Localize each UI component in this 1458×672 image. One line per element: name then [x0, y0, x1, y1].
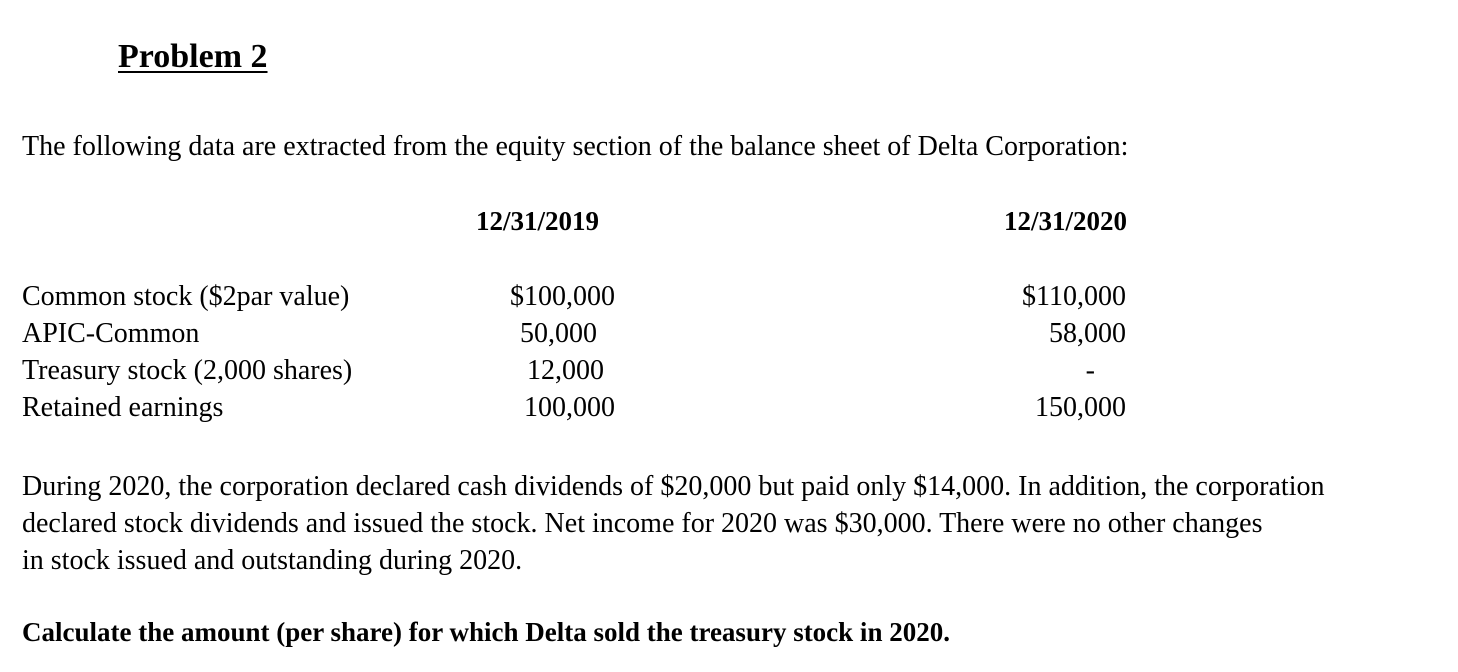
cell-treasury-stock-2020: - [1085, 355, 1095, 386]
cell-common-stock-2019: $100,000 [510, 281, 615, 312]
row-label-treasury-stock: Treasury stock (2,000 shares) [22, 355, 353, 386]
row-label-retained-earnings: Retained earnings [22, 392, 224, 423]
cell-apic-common-2020: 58,000 [1049, 318, 1126, 349]
cell-retained-earnings-2019: 100,000 [524, 392, 615, 423]
intro-text: The following data are extracted from the equity section of the balance sheet of Delta Corporation: [22, 131, 1129, 162]
row-label-common-stock: Common stock ($2par value) [22, 281, 350, 312]
problem-paragraph [22, 468, 1442, 579]
paragraph-line-3: in stock issued and outstanding during 2020. [22, 545, 523, 576]
paragraph-line-1: During 2020, the corporation declared cash dividends of $20,000 but paid only $14,000. In addition, the corporation [22, 471, 1325, 502]
paragraph-line-2: declared stock dividends and issued the stock. Net income for 2020 was $30,000. There were no other changes [22, 508, 1263, 539]
cell-retained-earnings-2020: 150,000 [1035, 392, 1126, 423]
problem-title: Problem 2 [118, 38, 268, 75]
column-header-2020: 12/31/2020 [1004, 206, 1128, 236]
cell-apic-common-2019: 50,000 [520, 318, 597, 349]
question-text: Calculate the amount (per share) for which Delta sold the treasury stock in 2020. [22, 617, 950, 647]
cell-common-stock-2020: $110,000 [1022, 281, 1126, 312]
row-label-apic-common: APIC-Common [22, 318, 200, 349]
column-header-2019: 12/31/2019 [476, 206, 600, 236]
cell-treasury-stock-2019: 12,000 [527, 355, 604, 386]
